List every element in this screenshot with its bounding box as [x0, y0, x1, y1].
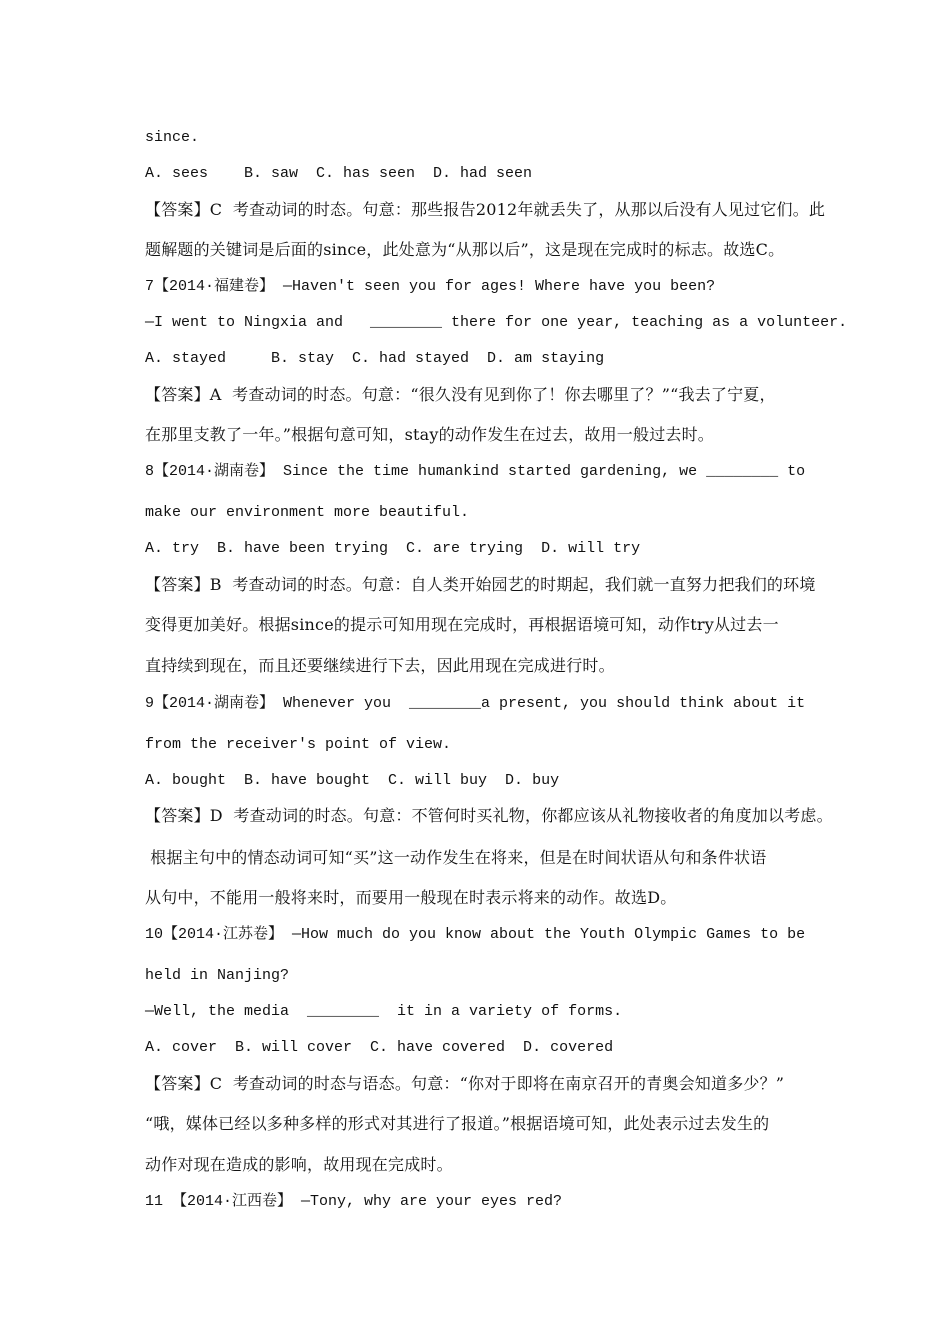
answer-explanation: 【答案】A 考查动词的时态。句意：“很久没有见到你了！你去哪里了？”“我去了宁夏，	[145, 385, 776, 404]
text-line: since.	[145, 129, 200, 146]
answer-explanation: 在那里支教了一年。”根据句意可知，stay的动作发生在过去，故用一般过去时。	[145, 425, 714, 444]
question-stem: from the receiver's point of view.	[145, 736, 452, 753]
answer-explanation: 直持续到现在，而且还要继续进行下去，因此用现在完成进行时。	[145, 656, 615, 675]
answer-explanation: “哦，媒体已经以多种多样的形式对其进行了报道。”根据语境可知，此处表示过去发生的	[145, 1114, 770, 1133]
question-stem: 7【2014·福建卷】 —Haven't seen you for ages! Where have you been?	[145, 278, 716, 295]
answer-explanation: 变得更加美好。根据since的提示可知用现在完成时，再根据语境可知，动作try从过去一	[145, 615, 779, 634]
answer-explanation: 根据主句中的情态动词可知“买”这一动作发生在将来，但是在时间状语从句和条件状语	[145, 848, 767, 867]
question-stem: 8【2014·湖南卷】 Since the time humankind started gardening, we ________ to	[145, 463, 806, 480]
answer-explanation: 【答案】C 考查动词的时态与语态。句意：“你对于即将在南京召开的青奥会知道多少？”	[145, 1074, 785, 1093]
answer-options: A. stayed B. stay C. had stayed D. am staying	[145, 350, 605, 367]
answer-options: A. cover B. will cover C. have covered D. covered	[145, 1039, 614, 1056]
answer-options: A. sees B. saw C. has seen D. had seen	[145, 165, 533, 182]
question-stem: —I went to Ningxia and ________ there for one year, teaching as a volunteer.	[145, 314, 848, 331]
answer-explanation: 动作对现在造成的影响，故用现在完成时。	[145, 1155, 453, 1174]
answer-explanation: 【答案】B 考查动词的时态。句意：自人类开始园艺的时期起，我们就一直努力把我们的环境	[145, 575, 816, 594]
question-stem: 10【2014·江苏卷】 —How much do you know about the Youth Olympic Games to be	[145, 926, 806, 943]
answer-explanation: 题解题的关键词是后面的since，此处意为“从那以后”，这是现在完成时的标志。故选C。	[145, 240, 785, 259]
question-stem: make our environment more beautiful.	[145, 504, 470, 521]
question-stem: 9【2014·湖南卷】 Whenever you ________a present, you should think about it	[145, 695, 806, 712]
question-stem: 11 【2014·江西卷】 —Tony, why are your eyes red?	[145, 1193, 563, 1210]
question-stem: —Well, the media ________ it in a variety of forms.	[145, 1003, 623, 1020]
answer-explanation: 【答案】C 考查动词的时态。句意：那些报告2012年就丢失了，从那以后没有人见过它们。此	[145, 200, 826, 219]
answer-options: A. try B. have been trying C. are trying D. will try	[145, 540, 641, 557]
answer-explanation: 从句中，不能用一般将来时，而要用一般现在时表示将来的动作。故选D。	[145, 888, 677, 907]
answer-options: A. bought B. have bought C. will buy D. buy	[145, 772, 560, 789]
answer-explanation: 【答案】D 考查动词的时态。句意：不管何时买礼物，你都应该从礼物接收者的角度加以考虑。	[145, 806, 833, 825]
question-stem: held in Nanjing?	[145, 967, 290, 984]
